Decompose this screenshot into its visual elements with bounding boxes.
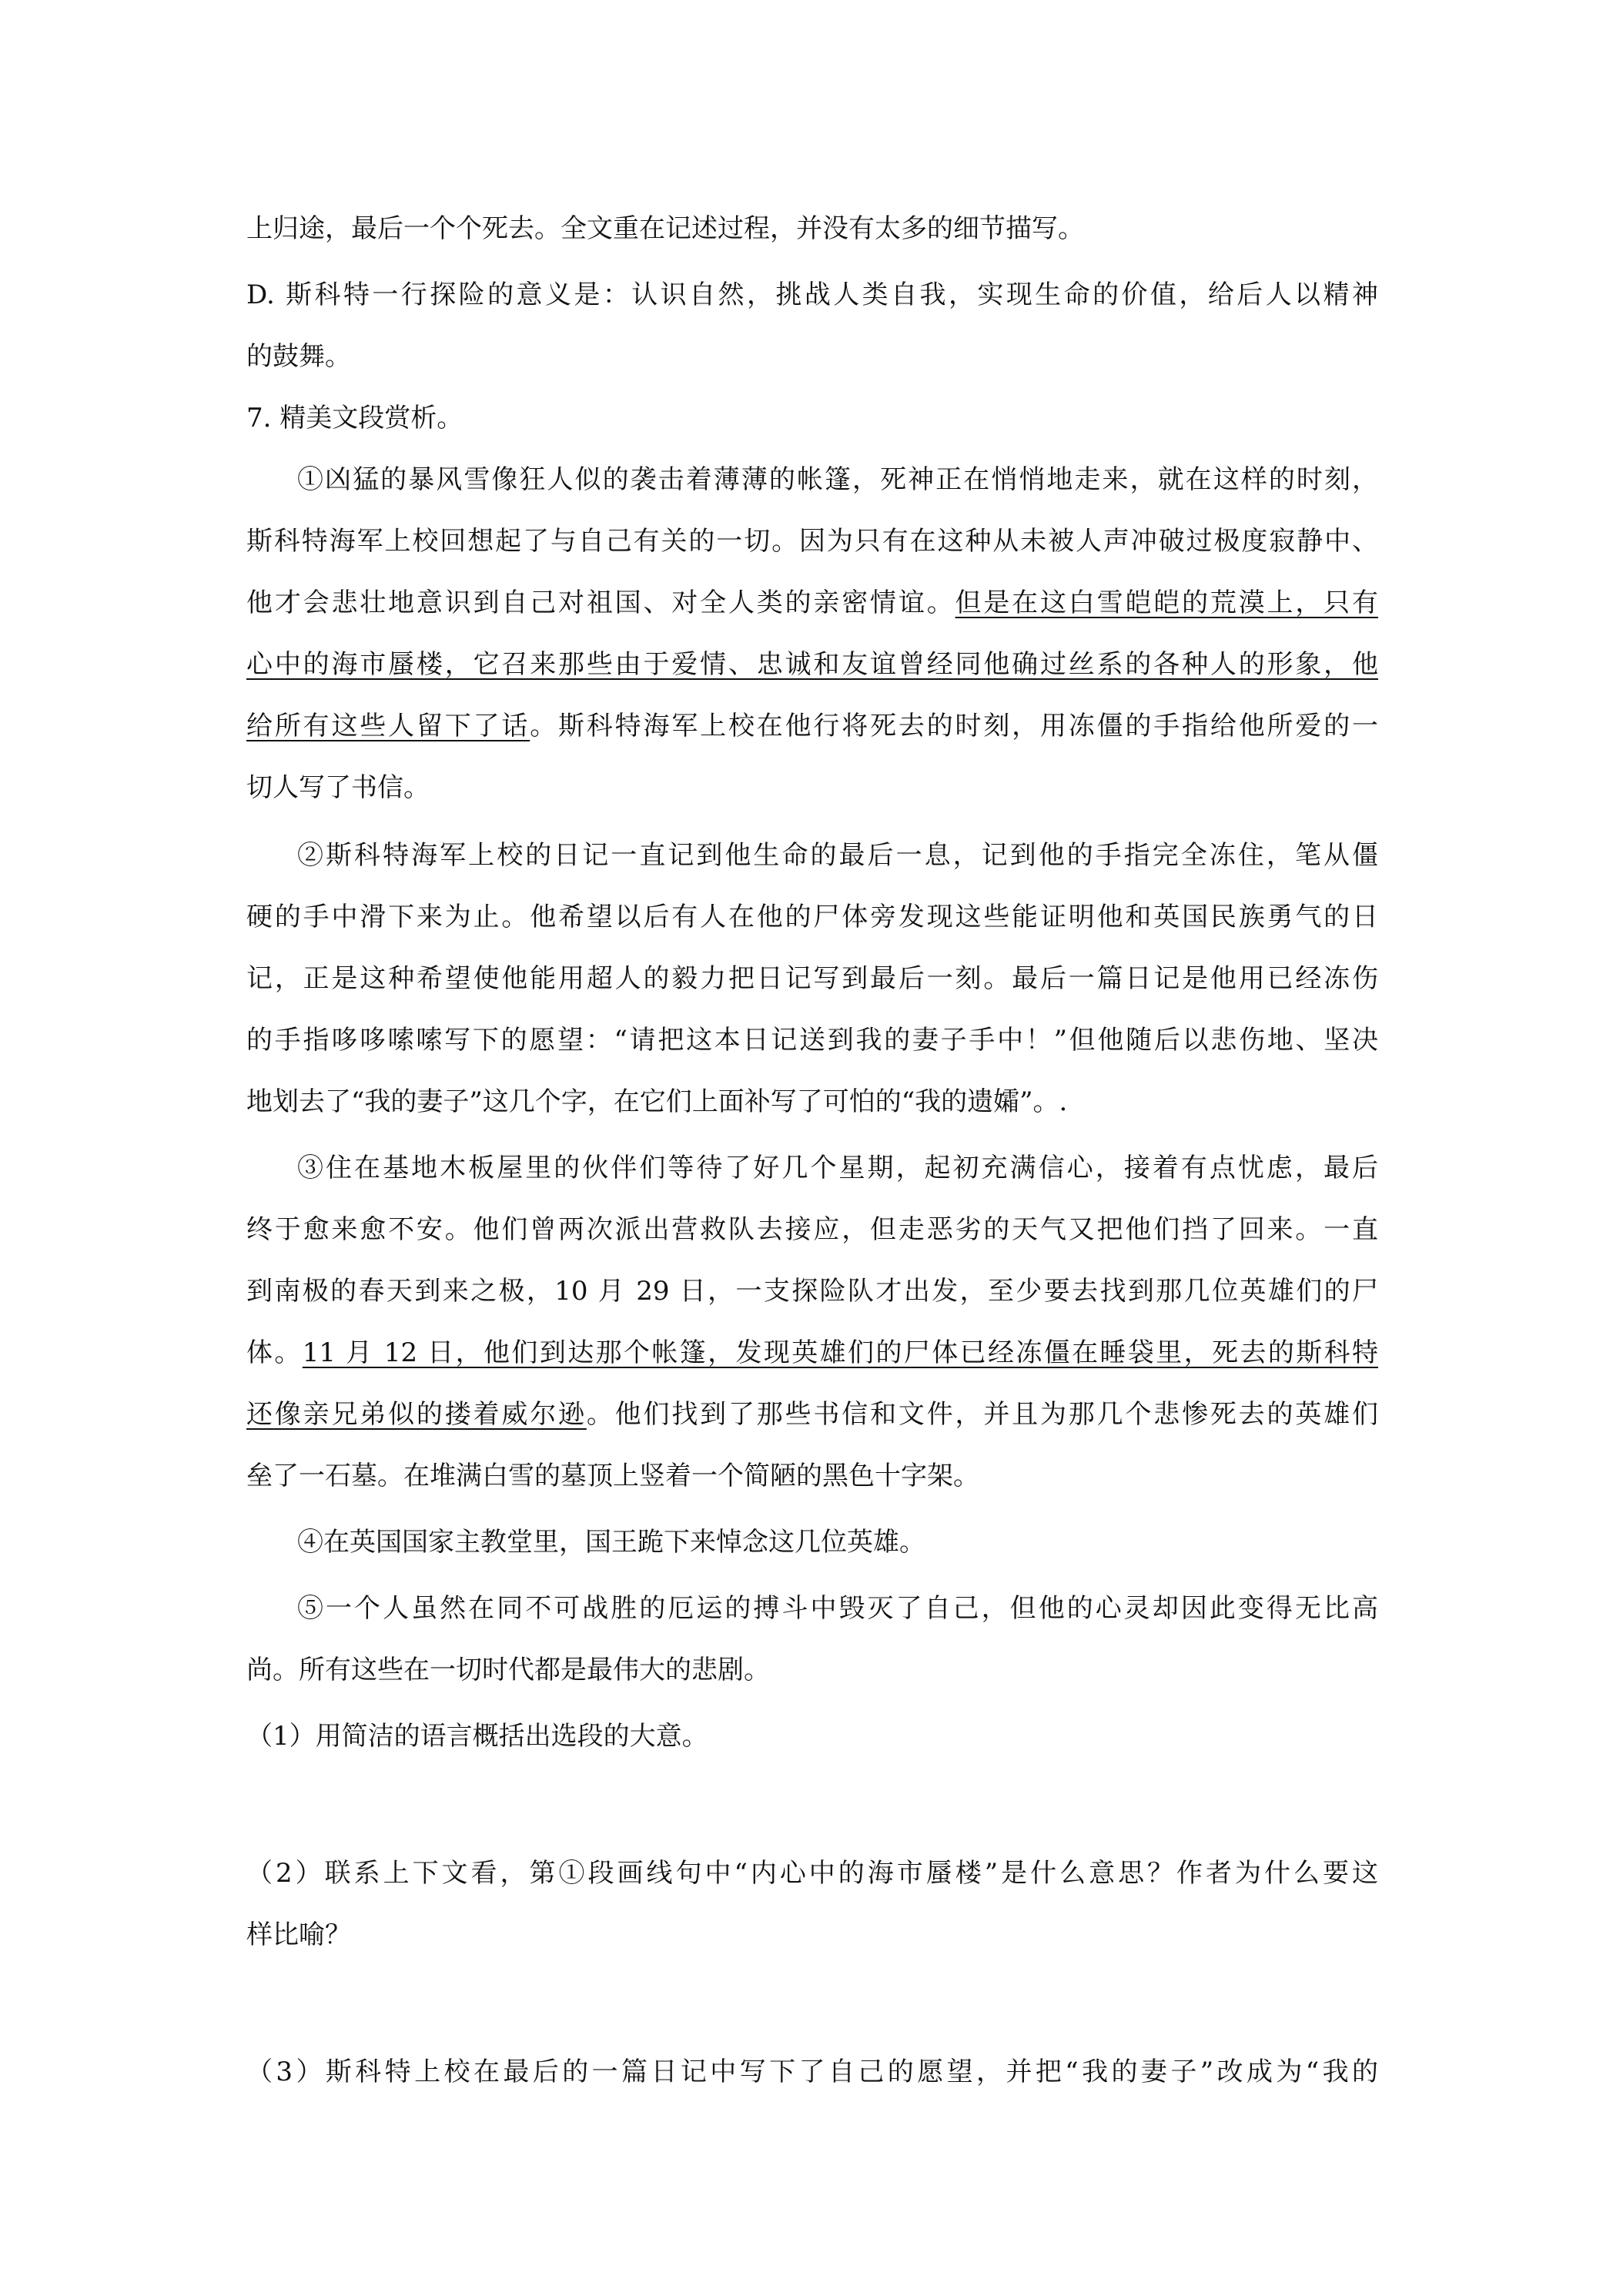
- passage-p5-line: 尚。所有这些在一切时代都是最伟大的悲剧。: [246, 1655, 770, 1685]
- passage-p2-line: 记，正是这种希望使他能用超人的毅力把日记写到最后一刻。最后一篇日记是他用已经冻伤: [246, 963, 1378, 994]
- plain-text: 。他们找到了那些书信和文件，并且为那几个悲惨死去的英雄们: [586, 1399, 1379, 1430]
- passage-p3-line: 垒了一石墓。在堆满白雪的墓顶上竖着一个简陋的黑色十字架。: [246, 1461, 979, 1491]
- underlined-sentence: 还像亲兄弟似的搂着威尔逊: [246, 1399, 587, 1430]
- sub-question-1: （1）用简洁的语言概括出选段的大意。: [246, 1721, 708, 1752]
- passage-p3-line: [246, 1337, 1378, 1368]
- passage-p4-line: ④在英国国家主教堂里，国王跪下来悼念这几位英雄。: [297, 1527, 925, 1558]
- option-d-line: D. 斯科特一行探险的意义是：认识自然，挑战人类自我，实现生命的价值，给后人以精神: [246, 279, 1378, 310]
- underlined-sentence: 心中的海市蜃楼，它召来那些由于爱情、忠诚和友谊曾经同他确过丝系的各种人的形象，他: [246, 649, 1378, 680]
- passage-p1-line: [246, 649, 1378, 680]
- option-c-tail: 上归途，最后一个个死去。全文重在记述过程，并没有太多的细节描写。: [246, 213, 1084, 244]
- underlined-sentence: 给所有这些人留下了话: [246, 711, 530, 741]
- passage-p1-line: [246, 711, 1378, 741]
- question-7-title: 7. 精美文段赏析。: [246, 403, 463, 433]
- passage-p1-line: 斯科特海军上校回想起了与自己有关的一切。因为只有在这种从未被人声冲破过极度寂静中、: [246, 526, 1378, 557]
- passage-p2-line: 硬的手中滑下来为止。他希望以后有人在他的尸体旁发现这些能证明他和英国民族勇气的日: [246, 902, 1378, 932]
- plain-text: 体。: [246, 1337, 303, 1368]
- passage-p2-line: 的手指哆哆嗦嗦写下的愿望：“请把这本日记送到我的妻子手中！”但他随后以悲伤地、坚决: [246, 1025, 1378, 1056]
- passage-p2-line: 地划去了“我的妻子”这几个字，在它们上面补写了可怕的“我的遗孀”。.: [246, 1086, 1068, 1117]
- sub-question-2: （2）联系上下文看，第①段画线句中“内心中的海市蜃楼”是什么意思？作者为什么要这: [246, 1858, 1378, 1889]
- passage-p3-line: [246, 1399, 1378, 1430]
- underlined-sentence: 但是在这白雪皑皑的荒漠上，只有: [955, 587, 1379, 618]
- passage-p3-line: 到南极的春天到来之极，10 月 29 日，一支探险队才出发，至少要去找到那几位英雄们的尸: [246, 1276, 1378, 1307]
- passage-p3-line: 终于愈来愈不安。他们曾两次派出营救队去接应，但走恶劣的天气又把他们挡了回来。一直: [246, 1214, 1378, 1245]
- sub-question-2: 样比喻？: [246, 1919, 351, 1950]
- passage-p1-line: [246, 587, 1378, 618]
- passage-p2-line: ②斯科特海军上校的日记一直记到他生命的最后一息，记到他的手指完全冻住，笔从僵: [297, 840, 1378, 871]
- option-d-line: 的鼓舞。: [246, 341, 351, 372]
- passage-p3-line: ③住在基地木板屋里的伙伴们等待了好几个星期，起初充满信心，接着有点忧虑，最后: [297, 1153, 1378, 1183]
- passage-p1-line: 切人写了书信。: [246, 772, 430, 803]
- underlined-sentence: 11 月 12 日，他们到达那个帐篷，发现英雄们的尸体已经冻僵在睡袋里，死去的斯科特: [302, 1337, 1379, 1368]
- plain-text: 。斯科特海军上校在他行将死去的时刻，用冻僵的手指给他所爱的一: [530, 711, 1379, 741]
- sub-question-3: （3）斯科特上校在最后的一篇日记中写下了自己的愿望，并把“我的妻子”改成为“我的: [246, 2057, 1378, 2087]
- passage-p5-line: ⑤一个人虽然在同不可战胜的厄运的搏斗中毁灭了自己，但他的心灵却因此变得无比高: [297, 1593, 1378, 1624]
- passage-p1-line: ①凶猛的暴风雪像狂人似的袭击着薄薄的帐篷，死神正在悄悄地走来，就在这样的时刻，: [297, 464, 1378, 495]
- plain-text: 他才会悲壮地意识到自己对祖国、对全人类的亲密情谊。: [246, 587, 955, 618]
